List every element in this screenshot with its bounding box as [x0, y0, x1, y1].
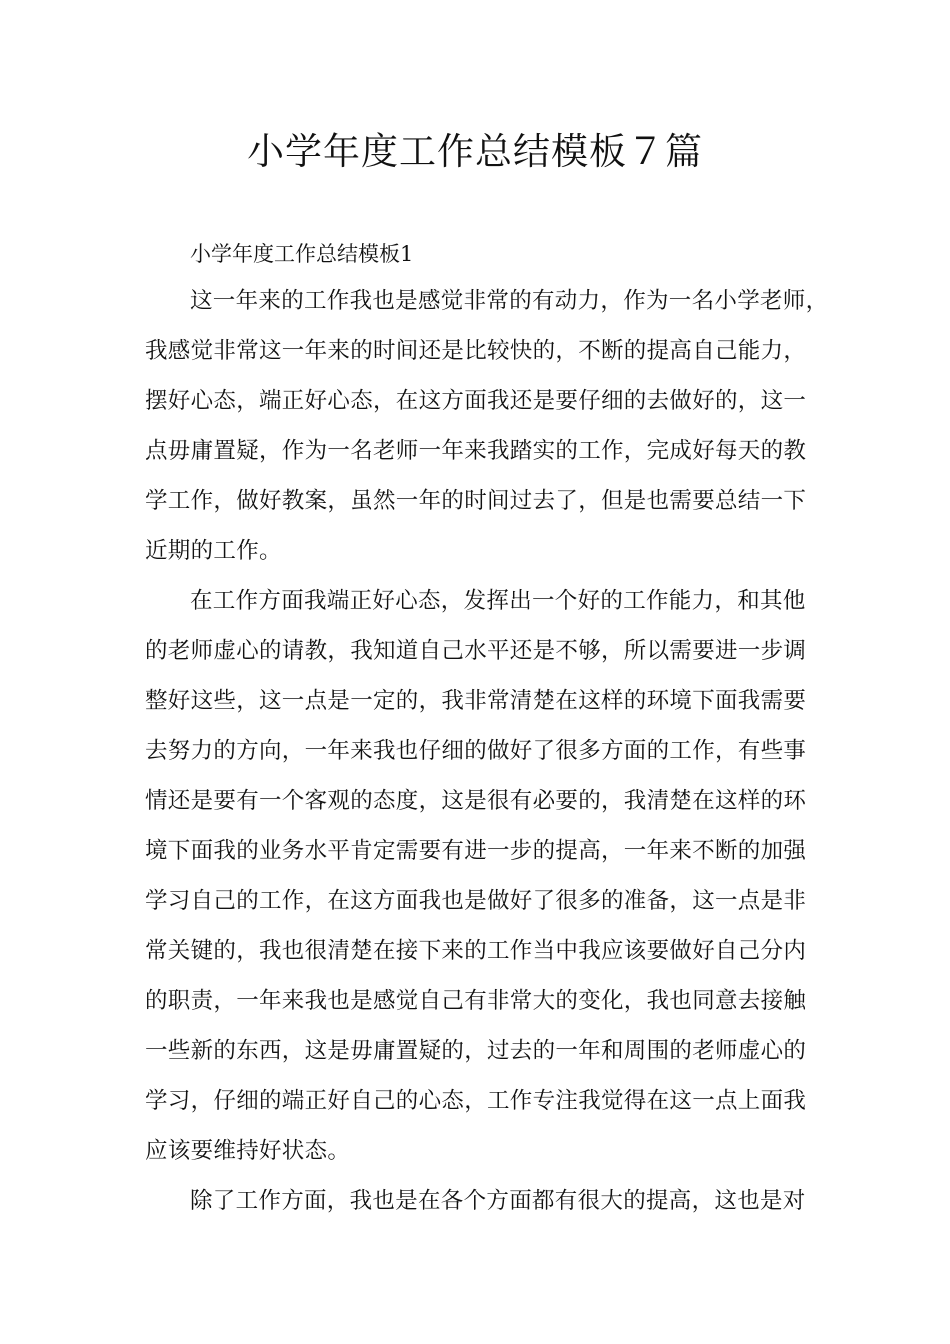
- paragraph-line: 情还是要有一个客观的态度，这是很有必要的，我清楚在这样的环: [145, 788, 807, 814]
- paragraph-line: 学习，仔细的端正好自己的心态，工作专注我觉得在这一点上面我: [145, 1088, 807, 1114]
- paragraph-line: 的老师虚心的请教，我知道自己水平还是不够，所以需要进一步调: [145, 638, 807, 664]
- paragraph-line: 点毋庸置疑，作为一名老师一年来我踏实的工作，完成好每天的教: [145, 438, 807, 464]
- paragraph-line: 的职责，一年来我也是感觉自己有非常大的变化，我也同意去接触: [145, 988, 807, 1014]
- paragraph-line: 除了工作方面，我也是在各个方面都有很大的提高，这也是对: [190, 1188, 806, 1214]
- paragraph-line: 整好这些，这一点是一定的，我非常清楚在这样的环境下面我需要: [145, 688, 807, 714]
- paragraph-line: 近期的工作。: [145, 538, 282, 564]
- paragraph-line: 学工作，做好教案，虽然一年的时间过去了，但是也需要总结一下: [145, 488, 807, 514]
- document-title: 小学年度工作总结模板７篇: [247, 130, 703, 173]
- paragraph-line: 学习自己的工作，在这方面我也是做好了很多的准备，这一点是非: [145, 888, 807, 914]
- paragraph-line: 在工作方面我端正好心态，发挥出一个好的工作能力，和其他: [190, 588, 806, 614]
- paragraph-line: 这一年来的工作我也是感觉非常的有动力，作为一名小学老师，: [190, 288, 829, 314]
- paragraph-line: 摆好心态，端正好心态，在这方面我还是要仔细的去做好的，这一: [145, 388, 807, 414]
- section-heading: 小学年度工作总结模板1: [190, 242, 414, 266]
- paragraph-line: 去努力的方向，一年来我也仔细的做好了很多方面的工作，有些事: [145, 738, 807, 764]
- paragraph-line: 境下面我的业务水平肯定需要有进一步的提高，一年来不断的加强: [145, 838, 807, 864]
- paragraph-line: 应该要维持好状态。: [145, 1138, 351, 1164]
- paragraph-line: 常关键的，我也很清楚在接下来的工作当中我应该要做好自己分内: [145, 938, 807, 964]
- paragraph-line: 一些新的东西，这是毋庸置疑的，过去的一年和周围的老师虚心的: [145, 1038, 807, 1064]
- paragraph-line: 我感觉非常这一年来的时间还是比较快的，不断的提高自己能力，: [145, 338, 807, 364]
